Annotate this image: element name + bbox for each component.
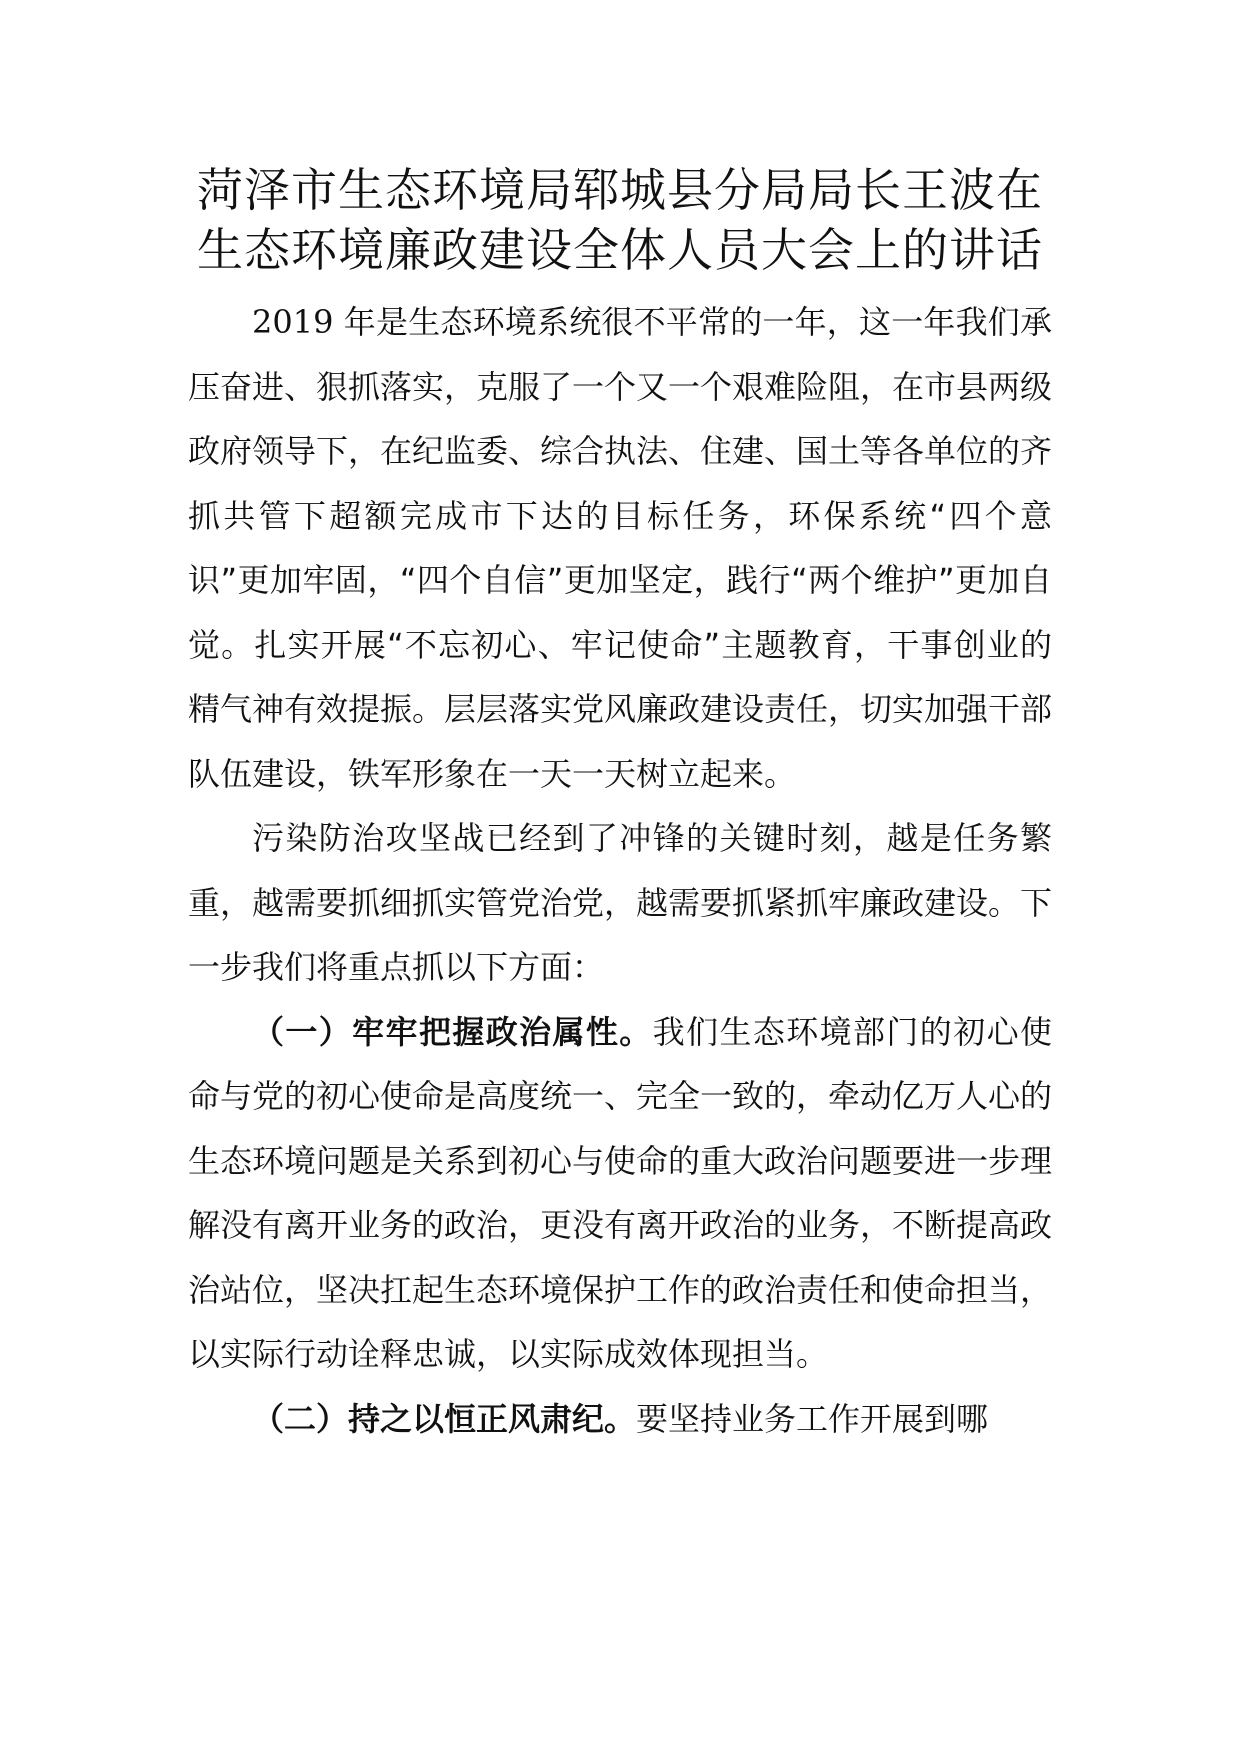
document-title: [188, 160, 1052, 280]
title-line-2: 生态环境廉政建设全体人员大会上的讲话: [197, 223, 1043, 277]
paragraph-2-text: 污染防治攻坚战已经到了冲锋的关键时刻，越是任务繁重，越需要抓细抓实管党治党，越需要抓紧抓牢廉政建设。下一步我们将重点抓以下方面：: [188, 819, 1053, 986]
paragraph-1-text: 年是生态环境系统很不平常的一年，这一年我们承压奋进、狠抓落实，克服了一个又一个艰难险阻，在市县两级政府领导下，在纪监委、综合执法、住建、国土等各单位的齐抓共管下超额完成市下达的目标任务，环保系统“四个意识”更加牢固，“四个自信”更加坚定，践行“两个维护”更加自觉。扎实开展“不忘初心、牢记使命”主题教育，干事创业的精气神有效提振。层层落实党风廉政建设责任，切实加强干部队伍建设，铁军形象在一天一天树立起来。: [188, 303, 1053, 793]
paragraph-3-text: 我们生态环境部门的初心使命与党的初心使命是高度统一、完全一致的，牵动亿万人心的生态环境问题是关系到初心与使命的重大政治问题要进一步理解没有离开业务的政治，更没有离开政治的业务，不断提高政治站位，坚决扛起生态环境保护工作的政治责任和使命担当，以实际行动诠释忠诚，以实际成效体现担当。: [188, 1012, 1053, 1373]
paragraph-4-heading: （二）持之以恒正风肃纪。: [252, 1399, 637, 1438]
paragraph-1: [188, 290, 1052, 806]
paragraph-3: [188, 1000, 1052, 1387]
paragraph-2: [188, 806, 1052, 1000]
title-line-1: 菏泽市生态环境局郓城县分局局长王波在: [197, 163, 1043, 217]
paragraph-3-heading: （一）牢牢把握政治属性。: [252, 1012, 653, 1051]
document-body: [188, 290, 1052, 1451]
paragraph-1-year: 2019: [252, 303, 334, 341]
paragraph-4: [188, 1387, 1052, 1452]
document-page: [188, 160, 1052, 1451]
paragraph-4-text: 要坚持业务工作开展到哪: [636, 1399, 989, 1438]
